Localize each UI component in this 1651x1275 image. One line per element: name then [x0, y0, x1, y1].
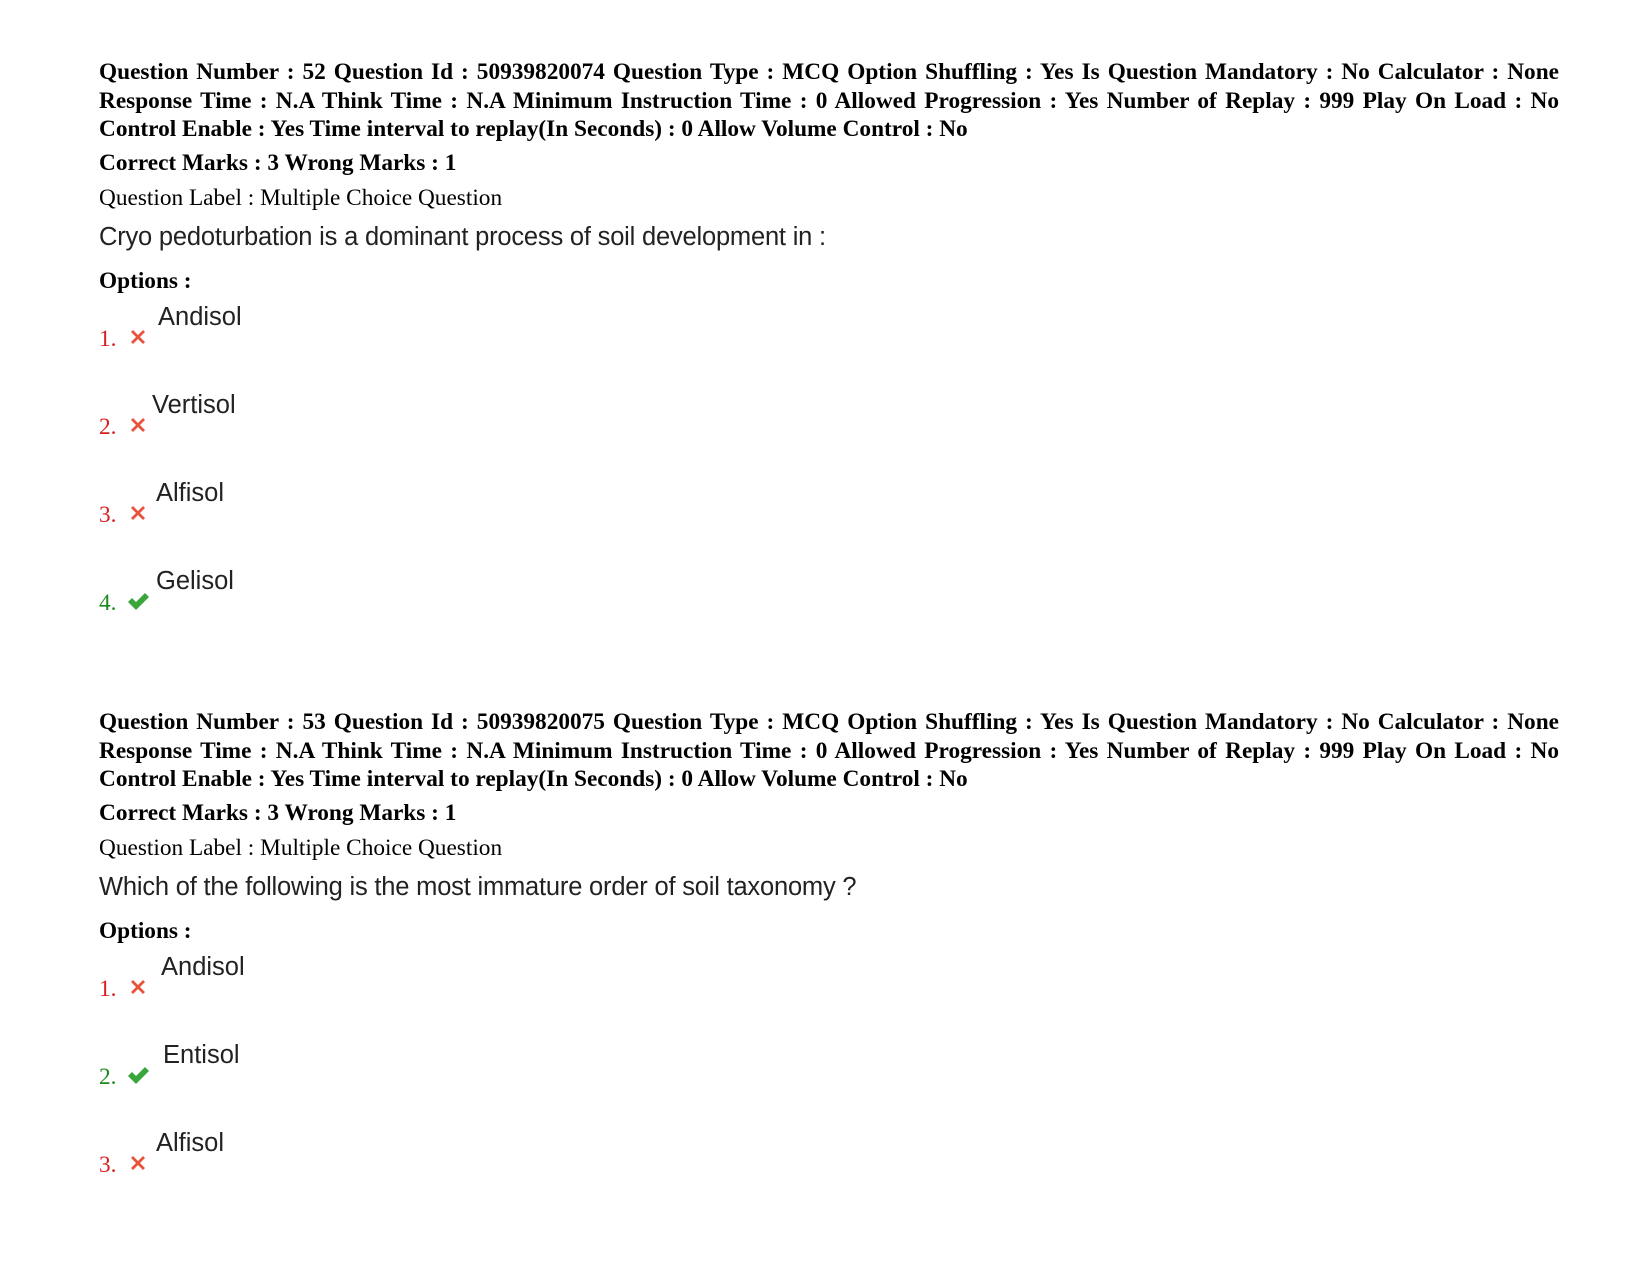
- cross-icon: [126, 501, 150, 525]
- option-item: [99, 1121, 1559, 1209]
- option-text: Gelisol: [156, 566, 234, 595]
- option-number: 3.: [99, 501, 117, 528]
- option-item: [99, 295, 1559, 383]
- option-item: [99, 559, 1559, 647]
- options-heading: Options :: [99, 267, 192, 294]
- option-number: 1.: [99, 325, 117, 352]
- option-text: Alfisol: [156, 478, 225, 507]
- question-label: Question Label : Multiple Choice Question: [99, 184, 503, 211]
- question-text: Cryo pedoturbation is a dominant process of soil development in :: [99, 222, 826, 251]
- question-meta: Question Number : 53 Question Id : 50939820075 Question Type : MCQ Option Shuffling : Yes Is Question Mandatory : No Calculator : None Response Time : N.A Think Time : N.A Minimum Instruction Time : 0 Allowed Progression : Yes Number of Replay : 999 Play On Load : No Control Enable : Yes Time interval to replay(In Seconds) : 0 Allow Volume Control : No: [99, 709, 1559, 792]
- question-meta: Question Number : 52 Question Id : 50939820074 Question Type : MCQ Option Shuffling : Yes Is Question Mandatory : No Calculator : None Response Time : N.A Think Time : N.A Minimum Instruction Time : 0 Allowed Progression : Yes Number of Replay : 999 Play On Load : No Control Enable : Yes Time interval to replay(In Seconds) : 0 Allow Volume Control : No: [99, 59, 1559, 142]
- question-marks: Correct Marks : 3 Wrong Marks : 1: [99, 149, 457, 176]
- option-number: 2.: [99, 413, 117, 440]
- question-block-53: [99, 708, 1559, 1209]
- cross-icon: [126, 413, 150, 437]
- option-item: [99, 945, 1559, 1033]
- option-number: 3.: [99, 1151, 117, 1178]
- option-item: [99, 383, 1559, 471]
- option-text: Entisol: [163, 1040, 240, 1069]
- option-number: 2.: [99, 1063, 117, 1090]
- option-text: Vertisol: [152, 390, 236, 419]
- option-item: [99, 1033, 1559, 1121]
- check-icon: [126, 589, 150, 613]
- question-text: Which of the following is the most immature order of soil taxonomy ?: [99, 872, 857, 901]
- option-text: Andisol: [158, 302, 242, 331]
- option-number: 4.: [99, 589, 117, 616]
- question-label: Question Label : Multiple Choice Question: [99, 834, 503, 861]
- option-text: Andisol: [161, 952, 245, 981]
- option-number: 1.: [99, 975, 117, 1002]
- cross-icon: [126, 1151, 150, 1175]
- cross-icon: [126, 975, 150, 999]
- question-marks: Correct Marks : 3 Wrong Marks : 1: [99, 799, 457, 826]
- check-icon: [126, 1063, 150, 1087]
- cross-icon: [126, 325, 150, 349]
- option-text: Alfisol: [156, 1128, 225, 1157]
- question-block-52: [99, 58, 1559, 647]
- options-heading: Options :: [99, 917, 192, 944]
- option-item: [99, 471, 1559, 559]
